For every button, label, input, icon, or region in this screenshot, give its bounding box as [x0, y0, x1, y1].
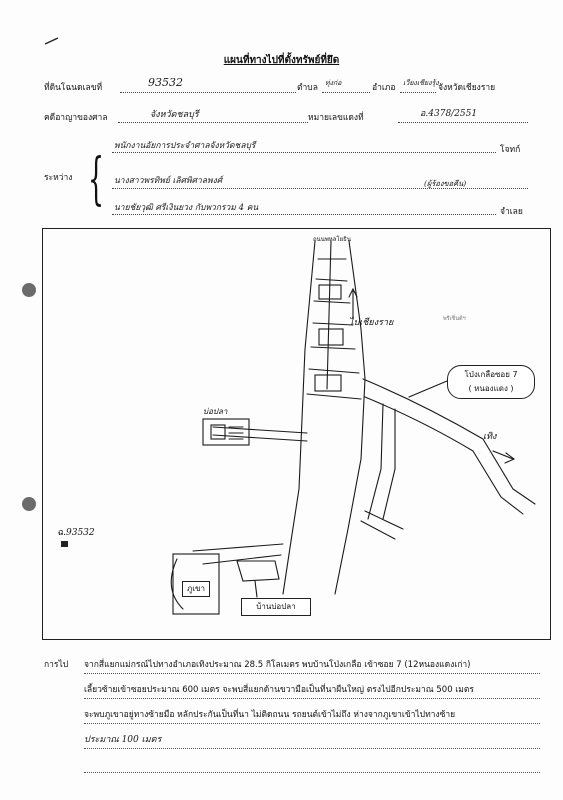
location-callout	[447, 365, 535, 399]
to-thoeng-label: เทิง	[483, 432, 497, 442]
red-number-label: หมายเลขแดงที่	[308, 113, 364, 123]
route-label: การไป	[44, 660, 69, 670]
to-chiangrai-label: ไปเชียงราย	[349, 318, 394, 328]
map-drawing	[43, 229, 550, 639]
amphoe-label: อำเภอ	[372, 83, 396, 93]
deed-number: 93532	[148, 76, 183, 89]
plaintiff-value: พนักงานอัยการประจำศาลจังหวัดชลบุรี	[114, 141, 256, 151]
court-label: คดีอาญาของศาล	[44, 113, 108, 123]
tambon-dotline	[322, 92, 370, 93]
province-label: จังหวัดเชียงราย	[438, 83, 496, 93]
party2-value: นางสาวพรทิพย์ เลิศพิศาลพงศ์	[114, 176, 223, 186]
route-dotline	[84, 772, 540, 773]
party2-note: (ผู้ร้องขอคืน)	[424, 179, 467, 188]
punch-hole	[22, 283, 36, 297]
defendant-role: จำเลย	[500, 207, 523, 217]
bracket-mark: {	[88, 147, 105, 212]
route-line-4: ประมาณ 100 เมตร	[84, 735, 162, 745]
map-frame	[42, 228, 551, 640]
route-line-1: จากสี่แยกแม่กรณ์ไปทางอำเภอเทิงประมาณ 28.5 กิโลเมตร พบบ้านโป่งเกลือ เข้าซอย 7 (12หนองแดงเก่า)	[84, 660, 471, 670]
deed-label: ที่ดินโฉนดเลขที่	[44, 83, 103, 93]
callout-line2: ( หนองแดง )	[468, 384, 514, 393]
pen-mark	[44, 36, 60, 46]
punch-hole	[22, 497, 36, 511]
route-line-2: เลี้ยวซ้ายเข้าซอยประมาณ 600 เมตร จะพบสี่แยกด้านขวามือเป็นที่นาผืนใหญ่ ตรงไปอีกประมาณ 500 เมตร	[84, 685, 474, 695]
party2-dotline	[112, 188, 528, 189]
tambon-label: ตำบล	[297, 83, 318, 93]
amphoe-dotline	[400, 92, 436, 93]
page-title: แผนที่ทางไปที่ตั้งทรัพย์ที่ยึด	[223, 55, 340, 66]
court-dotline	[118, 122, 308, 123]
defendant-value: นายชัยวุฒิ ศรีเงินยวง กับพวกรวม 4 คน	[114, 203, 259, 213]
red-number-dotline	[398, 122, 528, 123]
route-dotline	[84, 748, 540, 749]
deed-stamp: ฉ.93532	[57, 528, 95, 538]
faint-watermark: พรีเซ็นต์ฯ	[443, 316, 466, 322]
red-number-value: อ.4378/2551	[420, 109, 478, 119]
road-north-label: ถนนพหลโยธิน	[313, 236, 351, 243]
defendant-dotline	[112, 214, 496, 215]
court-value: จังหวัดชลบุรี	[150, 110, 199, 120]
tambon-value: ทุ่งก่อ	[325, 79, 342, 87]
between-label: ระหว่าง	[44, 173, 73, 183]
deed-dotline	[120, 92, 296, 93]
route-dotline	[84, 698, 540, 699]
callout-line1: โป่งเกลือซอย 7	[464, 370, 518, 379]
fishpond-box: บ้านบ่อปลา	[241, 598, 311, 616]
route-dotline	[84, 723, 540, 724]
route-line-3: จะพบภูเขาอยู่ทางซ้ายมือ หลักประกันเป็นที่นา ไม่ติดถนน รถยนต์เข้าไม่ถึง ห่างจากภูเขาเข้าไปทางซ้าย	[84, 710, 456, 720]
plaintiff-dotline	[112, 152, 496, 153]
mountain-box: ภูเขา	[182, 581, 210, 597]
route-dotline	[84, 673, 540, 674]
stamp-mark-icon	[61, 541, 69, 548]
pond-label: บ่อปลา	[203, 407, 228, 416]
amphoe-value: เวียงเชียงรุ้ง	[403, 79, 439, 87]
plaintiff-role: โจทก์	[500, 145, 521, 155]
